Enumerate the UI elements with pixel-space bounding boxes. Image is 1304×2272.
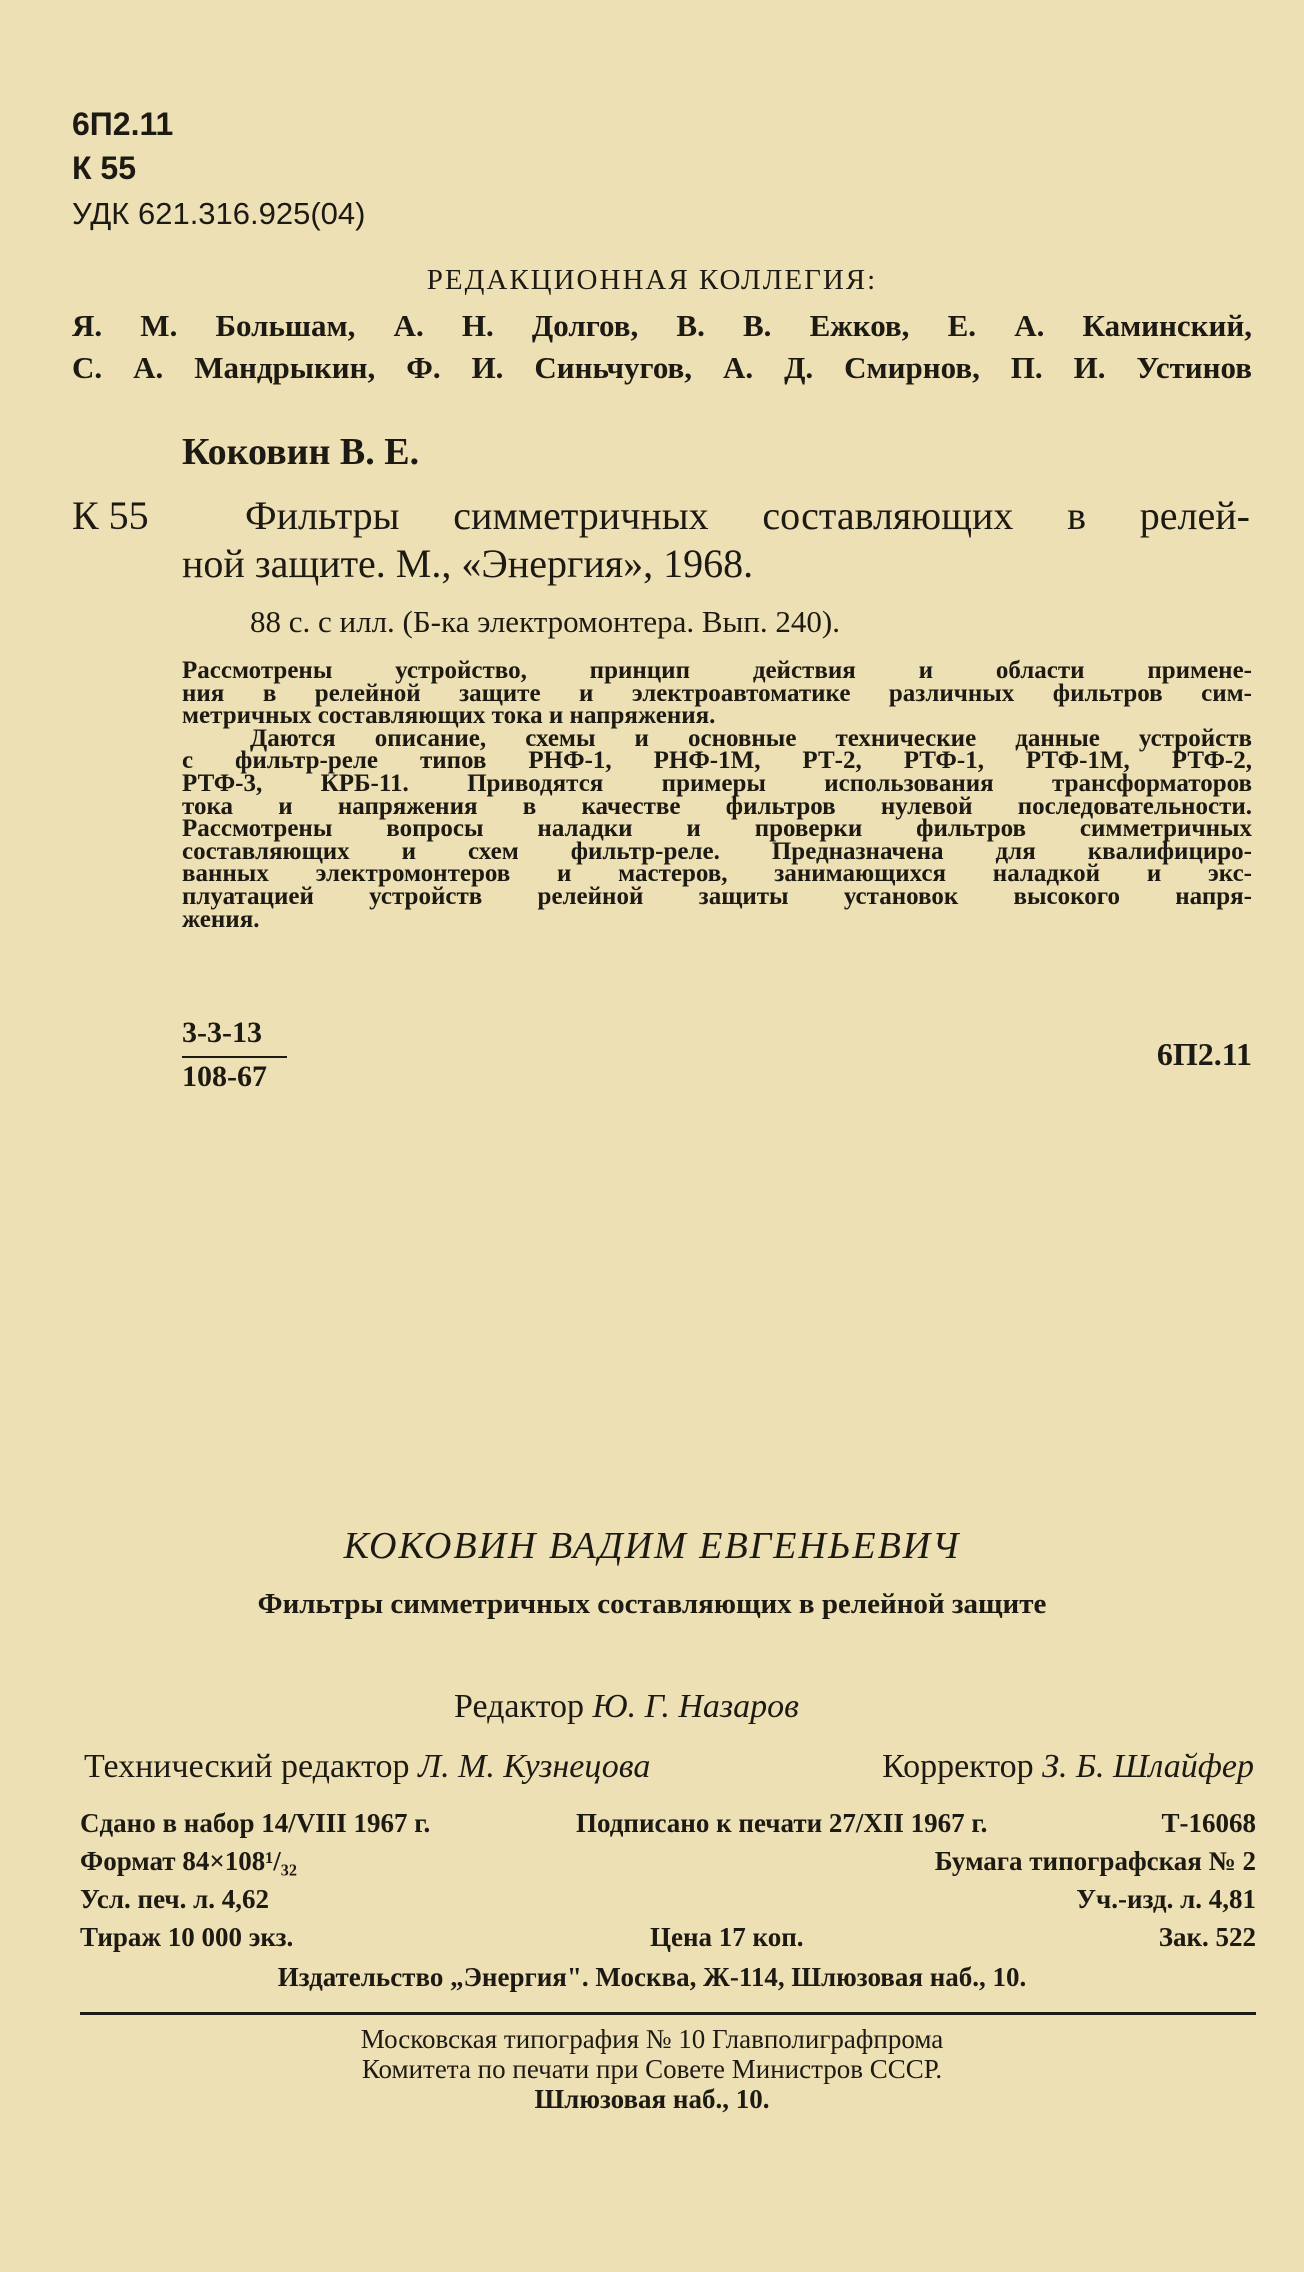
editor-label: Редактор [454, 1688, 584, 1725]
annotation-line: составляющих и схем фильтр-реле. Предназначена для квалифициро- [182, 837, 1252, 865]
print-sheets: Усл. печ. л. 4,62 [80, 1884, 270, 1914]
colophon-title: Фильтры симметричных составляющих в релейной защите [257, 1588, 1047, 1620]
signed-date: Подписано к печати 27/XII 1967 г. [576, 1808, 988, 1838]
fraction-denominator: 108-67 [182, 1060, 267, 1093]
publisher-address: Издательство „Энергия". Москва, Ж-114, Шлюзовая наб., 10. [277, 1962, 1027, 1992]
classification-code: 6П2.11 [1156, 1036, 1252, 1072]
format: Формат 84×108¹/₃₂ [80, 1846, 297, 1876]
divider [80, 2012, 1256, 2015]
annotation-line: метричных составляющих тока и напряжения. [182, 702, 716, 730]
publ-sheets: Уч.-изд. л. 4,81 [1076, 1884, 1256, 1914]
udk-code: УДК 621.316.925(04) [72, 196, 366, 231]
editorial-board-line: Я. М. Большам, А. Н. Долгов, В. В. Ежков, Е. А. Каминский, [72, 308, 1252, 343]
fraction-bar [182, 1056, 287, 1058]
printer-line: Комитета по печати при Совете Министров СССР. [361, 2054, 943, 2084]
annotation-line: плуатацией устройств релейной защиты установок высокого напря- [182, 883, 1252, 910]
card-author-mark: К 55 [72, 493, 149, 538]
colophon-author: КОКОВИН ВАДИМ ЕВГЕНЬЕВИЧ [343, 1525, 961, 1567]
paper-type: Бумага типографская № 2 [934, 1846, 1256, 1876]
t-number: Т-16068 [1161, 1808, 1256, 1838]
annotation-line: жения. [182, 905, 260, 933]
book-pages-series: 88 с. с илл. (Б-ка электромонтера. Вып. 240). [250, 604, 840, 639]
corrector-credit [882, 1748, 1254, 1786]
editorial-board-line: С. А. Мандрыкин, Ф. И. Синьчугов, А. Д. Смирнов, П. И. Устинов [72, 350, 1252, 385]
annotation-line: Даются описание, схемы и основные технические данные устройств [250, 724, 1252, 752]
bbk-code: 6П2.11 [72, 106, 174, 142]
tech-editor-label: Технический редактор [84, 1748, 410, 1785]
book-title-line: Фильтры симметричных составляющих в релей- [245, 493, 1250, 538]
annotation-line: ванных электромонтеров и мастеров, занимающихся наладкой и экс- [182, 860, 1252, 888]
submitted-date: Сдано в набор 14/VIII 1967 г. [80, 1808, 431, 1838]
printer-address: Шлюзовая наб., 10. [534, 2084, 770, 2114]
fraction-numerator: 3-3-13 [182, 1016, 262, 1049]
corrector-name: З. Б. Шлайфер [1042, 1748, 1254, 1785]
annotation-line: ния в релейной защите и электроавтоматике различных фильтров сим- [182, 679, 1252, 707]
book-author: Коковин В. Е. [182, 431, 420, 473]
corrector-label: Корректор [882, 1748, 1034, 1785]
annotation-line: РТФ-3, КРБ-11. Приводятся примеры использования трансформаторов [182, 770, 1252, 797]
order-number: Зак. 522 [1158, 1922, 1256, 1952]
annotation-line: Рассмотрены устройство, принцип действия и области примене- [182, 657, 1252, 684]
tech-editor-credit [84, 1748, 650, 1786]
editor-credit [454, 1688, 799, 1726]
printer-line: Московская типография № 10 Главполиграфпрома [360, 2024, 944, 2054]
editor-name: Ю. Г. Назаров [592, 1688, 799, 1725]
annotation-line: Рассмотрены вопросы наладки и проверки фильтров симметричных [182, 815, 1252, 843]
print-run: Тираж 10 000 экз. [80, 1922, 294, 1952]
tech-editor-name: Л. М. Кузнецова [418, 1748, 651, 1785]
book-title-line: ной защите. М., «Энергия», 1968. [182, 541, 754, 586]
annotation-line: тока и напряжения в качестве фильтров нулевой последовательности. [182, 792, 1252, 820]
price: Цена 17 коп. [650, 1922, 804, 1952]
annotation-line: с фильтр-реле типов РНФ-1, РНФ-1М, РТ-2, РТФ-1, РТФ-1М, РТФ-2, [182, 747, 1252, 775]
author-mark: К 55 [72, 150, 137, 186]
editorial-board-title: РЕДАКЦИОННАЯ КОЛЛЕГИЯ: [426, 264, 878, 296]
